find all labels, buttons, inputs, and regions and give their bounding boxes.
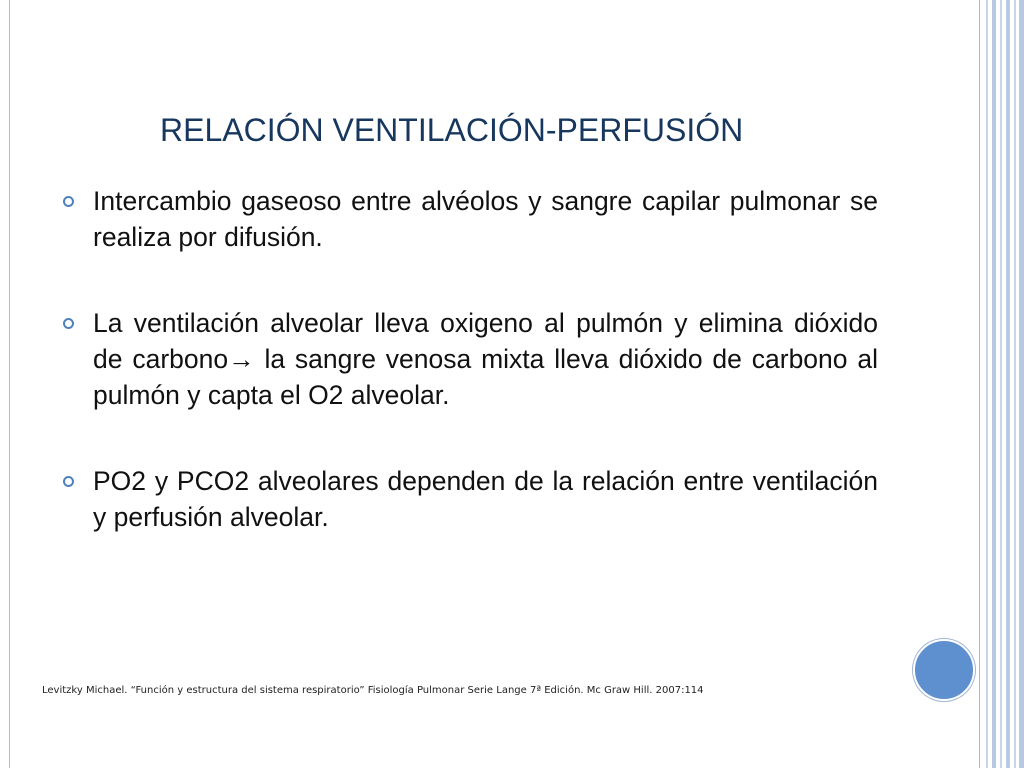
- right-arrow-icon: →: [228, 344, 255, 374]
- right-border-stripe: [1019, 0, 1024, 768]
- bullet-text: PO2 y PCO2 alveolares dependen de la relación entre ventilación y perfusión alveolar.: [93, 466, 878, 532]
- slide-title: RELACIÓN VENTILACIÓN-PERFUSIÓN: [160, 112, 744, 148]
- hollow-circle-bullet-icon: [63, 476, 74, 487]
- right-border-stripe: [992, 0, 996, 768]
- right-border-line: [979, 0, 980, 768]
- bullet-text: La ventilación alveolar lleva oxigeno al pulmón y elimina dióxido de carbono: [93, 308, 878, 374]
- right-border-stripe: [1014, 0, 1016, 768]
- bullet-item-1: [62, 183, 878, 255]
- hollow-circle-bullet-icon: [63, 318, 74, 329]
- bullet-list: [62, 183, 878, 535]
- bullet-text-continuation: la sangre venosa mixta lleva dióxido de carbono al pulmón y capta el O2 alveolar.: [93, 344, 878, 410]
- hollow-circle-bullet-icon: [63, 196, 74, 207]
- blue-circle-icon: [913, 639, 975, 701]
- bullet-item-3: [62, 463, 878, 535]
- right-border-stripe: [1000, 0, 1002, 768]
- left-border-line: [9, 0, 10, 768]
- citation: Levitzky Michael. “Función y estructura del sistema respiratorio” Fisiología Pulmonar Serie Lange 7ª Edición. Mc Graw Hill. 2007:114: [42, 685, 704, 696]
- right-border-stripe: [1006, 0, 1010, 768]
- right-border-stripe: [986, 0, 988, 768]
- bullet-text: Intercambio gaseoso entre alvéolos y sangre capilar pulmonar se realiza por difusión.: [93, 186, 878, 252]
- bullet-item-2: [62, 305, 878, 413]
